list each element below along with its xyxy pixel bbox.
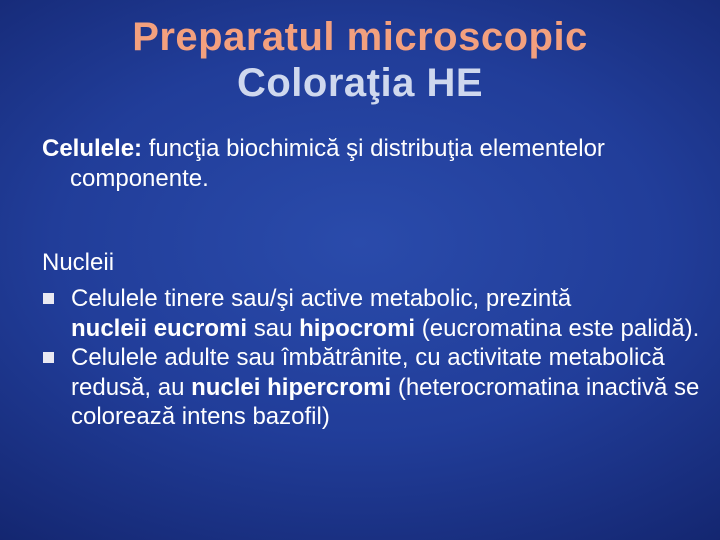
square-bullet-icon: [43, 352, 54, 363]
bullet-text: Celulele tinere sau/şi active metabolic, prezintă: [71, 285, 572, 312]
section-heading: Nucleii: [42, 249, 115, 276]
slide-title: [0, 14, 720, 106]
bullet-text: Celulele adulte sau îmbătrânite, cu activitate metabolică redusă, au: [71, 344, 665, 401]
title-line-1: Preparatul microscopic: [132, 15, 588, 59]
intro-text: funcţia biochimică şi distribuţia elementelor: [142, 135, 605, 162]
intro-text-continued: componente.: [70, 165, 209, 192]
intro-lead: Celulele:: [42, 135, 143, 162]
list-item: [42, 343, 712, 432]
bullet-emphasis: nucleii eucromi: [71, 314, 248, 342]
bullet-text: (eucromatina este palidă).: [415, 314, 700, 342]
square-bullet-icon: [43, 293, 54, 304]
title-line-2: Coloraţia HE: [236, 61, 484, 105]
bullet-text: sau: [247, 314, 300, 342]
bullet-emphasis: hipocromi: [299, 314, 416, 342]
intro-paragraph: [42, 134, 702, 194]
bullet-emphasis: nuclei hipercromi: [191, 373, 392, 401]
bullet-text: (heterocromatina inactivă se colorează intens bazofil): [71, 373, 700, 430]
bullet-list: [42, 284, 712, 432]
list-item: [42, 284, 712, 343]
